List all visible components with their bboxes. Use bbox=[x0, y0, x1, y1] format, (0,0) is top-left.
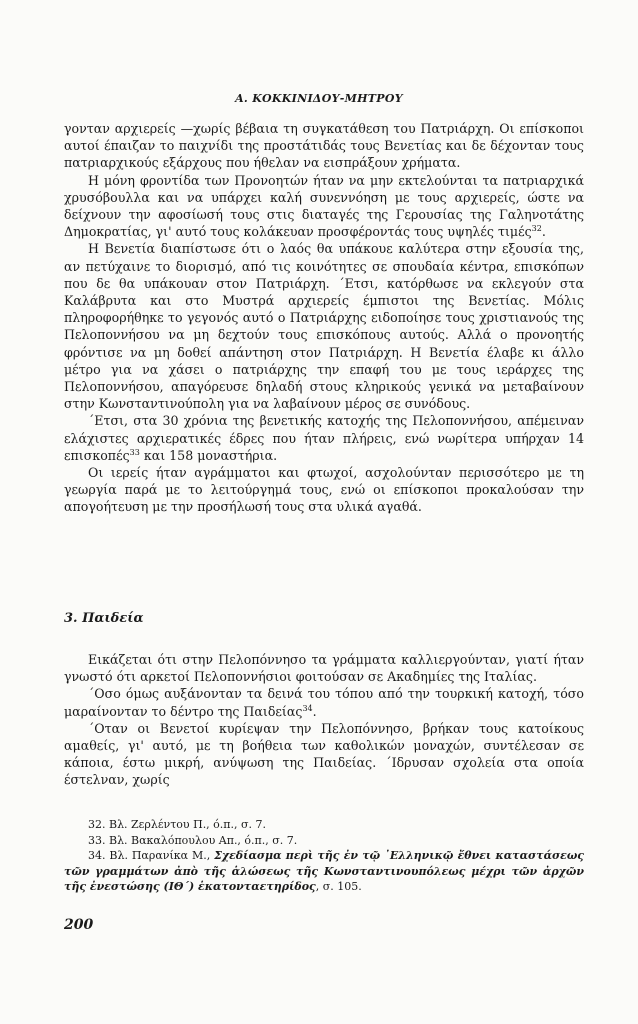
footnote-ref-32[interactable]: 32 bbox=[531, 224, 542, 234]
paragraph-2 bbox=[64, 172, 584, 241]
main-text bbox=[64, 120, 584, 516]
footnote-34-lead: 34. Βλ. Παρανίκα Μ., bbox=[88, 849, 215, 862]
section-paragraph-1-text: Εικάζεται ότι στην Πελοπόννησο τα γράμματα καλλιεργούνταν, γιατί ήταν γνωστό ότι αρκετοί Πελοποννήσιοι φοιτούσαν σε Ακαδημίες της Ιταλίας. bbox=[64, 652, 584, 685]
footnote-34-title: Σχεδίασμα περὶ τῆς ἐν τῷ ᾽Ελληνικῷ ἔθνει καταστάσεως τῶν γραμμάτων ἀπὸ τῆς ἁλώσεως τῆς Κωνσταντινουπόλεως μέχρι τῶν ἀρχῶν τῆς ἐνεστώσης (ΙΘ΄) ἑκατονταετηρίδος bbox=[64, 849, 584, 893]
running-header: Α. ΚΟΚΚΙΝΙΔΟΥ-ΜΗΤΡΟΥ bbox=[235, 92, 403, 105]
footnote-34-end: , σ. 105. bbox=[315, 880, 362, 893]
paragraph-2-text: Η μόνη φροντίδα των Προνοητών ήταν να μην εκτελούνται τα πατριαρχικά χρυσόβουλλα και να υπάρχει καλή συνεννόηση με τους αρχιερείς, ώστε να δείχνουν την αφοσίωσή τους στις διαταγές της Γερουσίας της Γαληνοτάτης Δημοκρατίας, γι' αυτό τους κολάκευαν προσφέροντάς τους υψηλές τιμές bbox=[64, 172, 584, 240]
footnotes bbox=[64, 817, 584, 895]
page-number: 200 bbox=[64, 917, 94, 933]
section-paragraph-2 bbox=[64, 685, 584, 719]
paragraph-1 bbox=[64, 120, 584, 172]
paragraph-5 bbox=[64, 464, 584, 516]
section-text bbox=[64, 651, 584, 789]
section-paragraph-2-end: . bbox=[312, 703, 317, 719]
footnote-33: 33. Βλ. Βακαλόπουλου Απ., ό.π., σ. 7. bbox=[88, 833, 298, 847]
paragraph-2-end: . bbox=[541, 224, 546, 240]
section-paragraph-3-text: ΄Οταν οι Βενετοί κυρίεψαν την Πελοπόννησο, βρήκαν τους κατοίκους αμαθείς, γι' αυτό, με τη βοήθεια των καθολικών μοναχών, συντέλεσαν σε κάποια, έστω μικρή, ανύψωση της Παιδείας. ΄Ιδρυσαν σχολεία στα οποία έστελναν, χωρίς bbox=[64, 720, 584, 788]
paragraph-4 bbox=[64, 412, 584, 464]
paragraph-5-text: Οι ιερείς ήταν αγράμματοι και φτωχοί, ασχολούνταν περισσότερο με τη γεωργία παρά με το λειτούργημά τους, ενώ οι επίσκοποι προκαλούσαν την απογοήτευση με την προσήλωσή τους στα υλικά αγαθά. bbox=[64, 465, 584, 515]
footnote-ref-33[interactable]: 33 bbox=[129, 447, 140, 457]
section-paragraph-3 bbox=[64, 720, 584, 789]
paragraph-3-text: Η Βενετία διαπίστωσε ότι ο λαός θα υπάκουε καλύτερα στην εξουσία της, αν πετύχαινε το διορισμό, από τις κοινότητες σε σπουδαία κέντρα, επισκόπων που δε θα υπάκουαν στον Πατριάρχη. ΄Ετσι, κατόρθωσε να εκλεγούν στα Καλάβρυτα και στο Μυστρά αρχιερείς έμπιστοι της Βενετίας. Μόλις πληροφορήθηκε το γεγονός αυτό ο Πατριάρχης ειδοποίησε τους χριστιανούς της Πελοποννήσου να μη δεχτούν τους επισκόπους αυτούς. Αλλά ο προνοητής φρόντισε να μη δοθεί απάντηση στον Πατριάρχη. Η Βενετία έλαβε κι άλλο μέτρο για να χάσει ο πατριάρχης την επαφή του με τους ιεράρχες της Πελοποννήσου, απαγόρευσε δηλαδή στους κληρικούς γενικά να μεταβαίνουν στην Κωνσταντινούπολη για να λαβαίνουν μέρος σε συνόδους. bbox=[64, 241, 584, 412]
section-paragraph-1 bbox=[64, 651, 584, 685]
paragraph-4-text: ΄Ετσι, στα 30 χρόνια της βενετικής κατοχής της Πελοποννήσου, απέμειναν ελάχιστες αρχιερατικές έδρες που ήταν πλήρεις, ενώ νωρίτερα υπήρχαν 14 επισκοπές bbox=[64, 413, 584, 463]
section-paragraph-2-text: ΄Οσο όμως αυξάνονταν τα δεινά του τόπου από την τουρκική κατοχή, τόσο μαραίνονταν το δέντρο της Παιδείας bbox=[64, 686, 584, 719]
footnote-ref-34[interactable]: 34 bbox=[302, 703, 313, 713]
footnote-34 bbox=[64, 848, 584, 895]
paragraph-4-end: και 158 μοναστήρια. bbox=[139, 447, 278, 463]
paragraph-3 bbox=[64, 240, 584, 412]
footnote-32: 32. Βλ. Ζερλέντου Π., ό.π., σ. 7. bbox=[88, 818, 267, 831]
paragraph-1-text: γονταν αρχιερείς —χωρίς βέβαια τη συγκατάθεση του Πατριάρχη. Οι επίσκοποι αυτοί έπαιζαν το παιχνίδι της προστάτιδάς τους Βενετίας και δε δέχονταν τους πατριαρχικούς εξάρχους που ήθελαν να εισπράξουν χρήματα. bbox=[64, 121, 584, 171]
section-heading: 3. Παιδεία bbox=[64, 611, 144, 626]
